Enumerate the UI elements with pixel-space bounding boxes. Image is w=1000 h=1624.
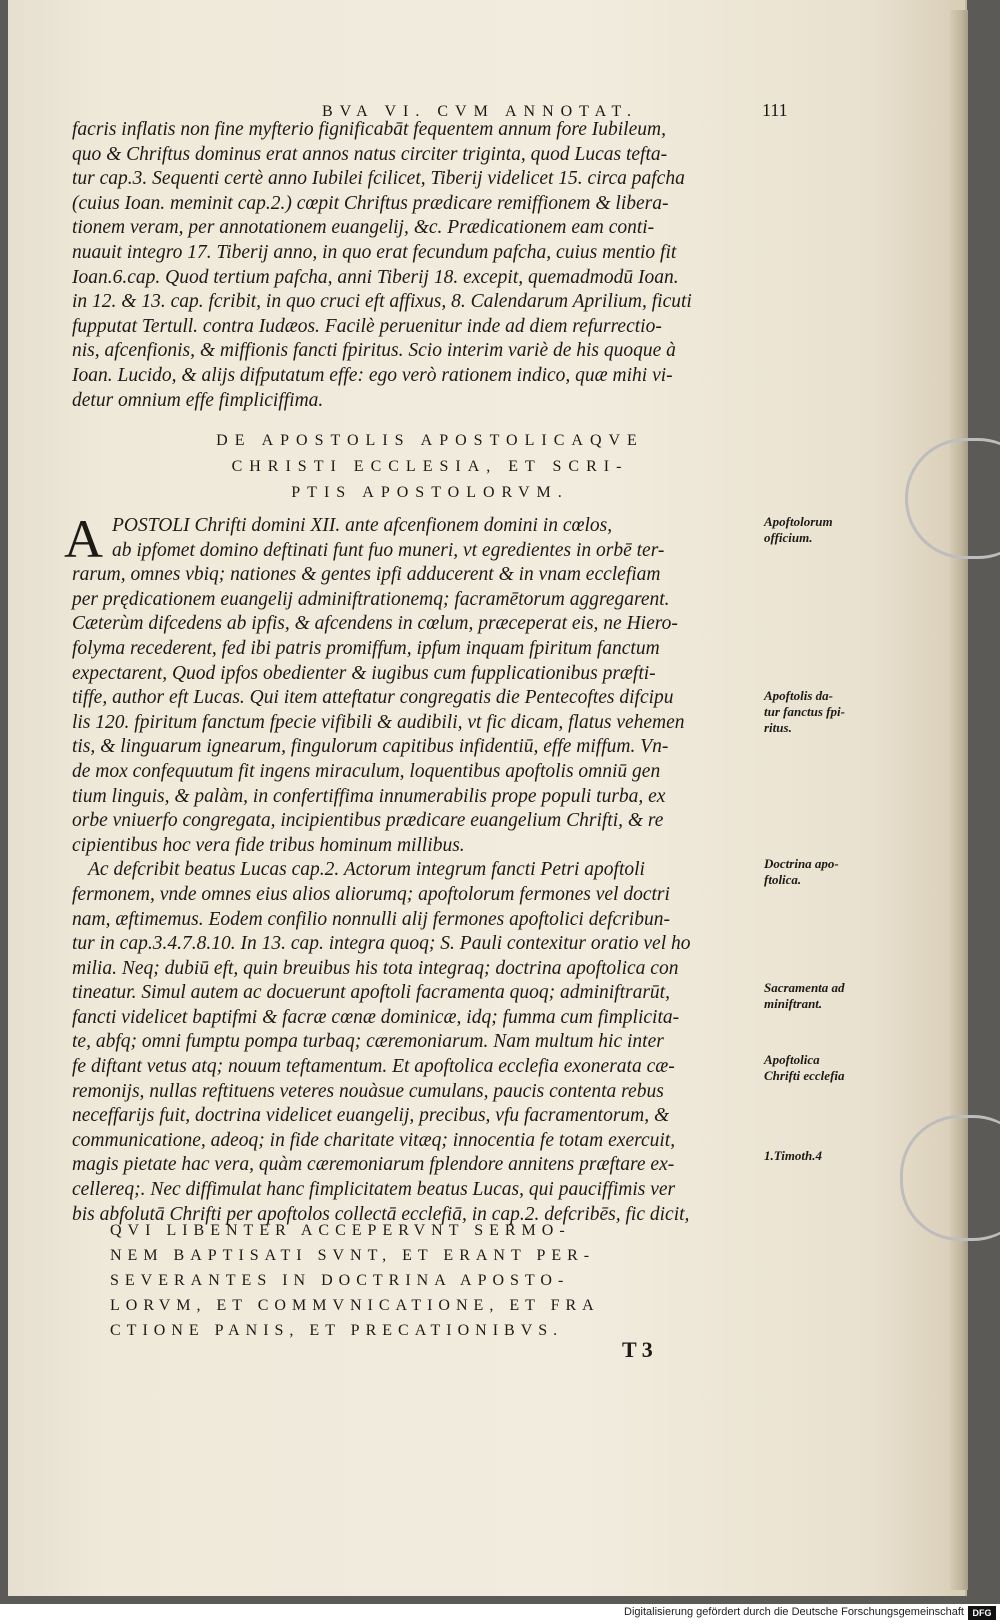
margin-note-line: Apoftolorum	[764, 514, 833, 529]
text-line: per prędicationem euangelij adminiftrationemq; facramētorum aggregarent.	[72, 588, 670, 610]
text-line: detur omnium effe fimpliciffima.	[72, 389, 324, 411]
quotation-line: CTIONE PANIS, ET PRECATIONIBVS.	[110, 1322, 564, 1339]
text-line: cellereq;. Nec diffimulat hanc fimplicitatem beatus Lucas, qui pauciffimis ver	[72, 1179, 676, 1201]
text-line: tur in cap.3.4.7.8.10. In 13. cap. integra quoq; S. Pauli contexitur oratio vel ho	[72, 933, 691, 955]
margin-note-ecclesia	[764, 1052, 874, 1084]
text-line: nis, afcenfionis, & miffionis fancti fpiritus. Scio interim variè de his quoque à	[72, 340, 676, 362]
text-line: tineatur. Simul autem ac docuerunt apoftoli facramenta quoq; adminiftrarūt,	[72, 982, 670, 1004]
text-line: magis pietate hac vera, quàm cæremoniarum fplendore annitens præftare ex-	[72, 1154, 675, 1176]
quotation-line: QVI LIBENTER ACCEPERVNT SERMO-	[110, 1222, 571, 1239]
footer-bar	[0, 1604, 1000, 1624]
text-line: folyma recederent, fed ibi patris promiffum, ipfum inquam fpiritum fanctum	[72, 637, 660, 659]
margin-note-line: Apoftolis da-	[764, 688, 833, 703]
quotation-line: NEM BAPTISATI SVNT, ET ERANT PER-	[110, 1247, 596, 1264]
text-line: (cuius Ioan. meminit cap.2.) cœpit Chriftus prædicare remiffionem & libera-	[72, 192, 669, 214]
margin-note-line: miniftrant.	[764, 996, 823, 1011]
text-line: fe diftant vetus atq; nouum teftamentum. Et apoftolica ecclefia exonerata cæ-	[72, 1056, 675, 1078]
margin-note-spiritus	[764, 688, 874, 736]
text-line: ab ipfomet domino deftinati funt fuo muneri, vt egredientes in orbē ter-	[112, 539, 665, 561]
footer-credit: Digitalisierung gefördert durch die Deutsche Forschungsgemeinschaft	[624, 1606, 964, 1618]
text-line: milia. Neq; dubiū eft, quin breuibus his tota integraq; doctrina apoftolica con	[72, 957, 679, 979]
text-line: tur cap.3. Sequenti certè anno Iubilei fcilicet, Tiberij videlicet 15. circa pafcha	[72, 168, 685, 190]
text-line: quo & Chriftus dominus erat annos natus circiter triginta, quod Lucas tefta-	[72, 143, 668, 165]
text-line: fermonem, vnde omnes eius alios aliorumq; apoftolorum fermones vel doctri	[72, 883, 670, 905]
text-line: expectarent, Quod ipfos obedienter & iugibus cum fupplicationibus præfti-	[72, 662, 656, 684]
text-line: te, abfq; omni fumptu pompa turbaq; cæremoniarum. Nam multum hic inter	[72, 1031, 664, 1053]
margin-note-sacramenta	[764, 980, 874, 1012]
margin-note-line: ftolica.	[764, 872, 802, 887]
quotation-line: SEVERANTES IN DOCTRINA APOSTO-	[110, 1272, 570, 1289]
text-line: tiffe, author eft Lucas. Qui item atteftatur congregatis die Pentecoftes difcipu	[72, 687, 674, 709]
text-line: Ac defcribit beatus Lucas cap.2. Actorum integrum fancti Petri apoftoli	[88, 859, 645, 881]
text-line: neceffarijs fuit, doctrina videlicet euangelij, precibus, vfu facramentorum, &	[72, 1105, 670, 1127]
text-line: cipientibus hoc vera fide tribus hominum millibus.	[72, 834, 465, 856]
text-line: fupputat Tertull. contra Iudæos. Facilè peruenitur inde ad diem refurrectio-	[72, 315, 662, 337]
text-line: tium linguis, & palàm, in confertiffima innumerabilis prope populi turba, ex	[72, 785, 666, 807]
text-line: fancti videlicet baptifmi & facræ cœnæ dominicæ, idq; fumma cum fimplicita-	[72, 1006, 680, 1028]
paragraph-1	[72, 118, 772, 413]
margin-note-line: ritus.	[764, 720, 792, 735]
page-edge	[950, 10, 968, 1590]
text-line: orbe vniuerfo congregata, incipientibus prædicare euangelium Chrifti, & re	[72, 810, 664, 832]
margin-note-doctrina	[764, 856, 874, 888]
running-head: BVA VI. CVM ANNOTAT.	[321, 103, 639, 120]
section-heading	[130, 428, 730, 506]
margin-note-line: Chrifti ecclefia	[764, 1068, 845, 1083]
scripture-quotation	[110, 1218, 710, 1343]
margin-note-apostolorum	[764, 514, 874, 546]
text-line: communicatione, adeoq; in fide charitate vitæq; innocentia fe totam exercuit,	[72, 1129, 676, 1151]
text-line: Ioan.6.cap. Quod tertium pafcha, anni Tiberij 18. excepit, quemadmodū Ioan.	[72, 266, 679, 288]
margin-note-timoth	[764, 1148, 874, 1164]
text-line: nuauit integro 17. Tiberij anno, in quo erat fecundum pafcha, cuius mentio fit	[72, 241, 677, 263]
quotation-line: LORVM, ET COMMVNICATIONE, ET FRA	[110, 1297, 600, 1314]
text-line: lis 120. fpiritum fanctum fpecie vifibili & audibili, vt fic dicam, flatus vehemen	[72, 711, 685, 733]
text-line: bis abfolutā Chrifti per apoftolos collectā ecclefiā, in cap.2. defcribēs, fic dicit,	[72, 1203, 690, 1225]
heading-line: DE APOSTOLIS APOSTOLICAQVE	[216, 432, 644, 449]
text-line: remonijs, nullas reftituens veteres nouàsue cumulans, paucis contenta rebus	[72, 1080, 664, 1102]
margin-note-line: tur fanctus fpi-	[764, 704, 845, 719]
paragraph-2	[72, 514, 772, 1227]
margin-note-line: 1.Timoth.4	[764, 1148, 823, 1163]
text-line: in 12. & 13. cap. fcribit, in quo cruci eft affixus, 8. Calendarum Aprilium, ficuti	[72, 291, 692, 313]
text-line: facris inflatis non fine myfterio fignificabāt fequentem annum fore Iubileum,	[72, 119, 666, 140]
text-line: nam, æftimemus. Eodem confilio nonnulli alij fermones apoftolici defcribun-	[72, 908, 670, 930]
margin-note-line: Doctrina apo-	[764, 856, 839, 871]
text-line: tis, & linguarum ignearum, fingulorum capitibus infidentiū, effe miffum. Vn-	[72, 736, 669, 758]
text-line: Ioan. Lucido, & alijs difputatum effe: ego verò rationem indico, quæ mihi vi-	[72, 364, 673, 386]
dfg-logo: DFG	[968, 1606, 996, 1620]
signature-mark: T 3	[622, 1337, 653, 1362]
heading-line: CHRISTI ECCLESIA, ET SCRI-	[231, 458, 629, 475]
folio-number: 111	[762, 100, 788, 120]
text-line: Cæterùm difcedens ab ipfis, & afcendens in cœlum, præceperat eis, ne Hiero-	[72, 613, 678, 635]
margin-note-line: Apoftolica	[764, 1052, 820, 1067]
text-line: POSTOLI Chrifti domini XII. ante afcenfionem domini in cœlos,	[112, 515, 613, 536]
heading-line: PTIS APOSTOLORVM.	[291, 484, 569, 501]
text-line: tionem veram, per annotationem euangelij, &c. Prædicationem eam conti-	[72, 217, 655, 239]
margin-note-line: officium.	[764, 530, 813, 545]
text-line: rarum, omnes vbiq; nationes & gentes ipfi adducerent & in vnam ecclefiam	[72, 564, 661, 586]
text-line: de mox confequutum fit ingens miraculum, loquentibus apoftolis omniū gen	[72, 760, 661, 782]
drop-cap: A	[64, 509, 103, 569]
margin-note-line: Sacramenta ad	[764, 980, 845, 995]
